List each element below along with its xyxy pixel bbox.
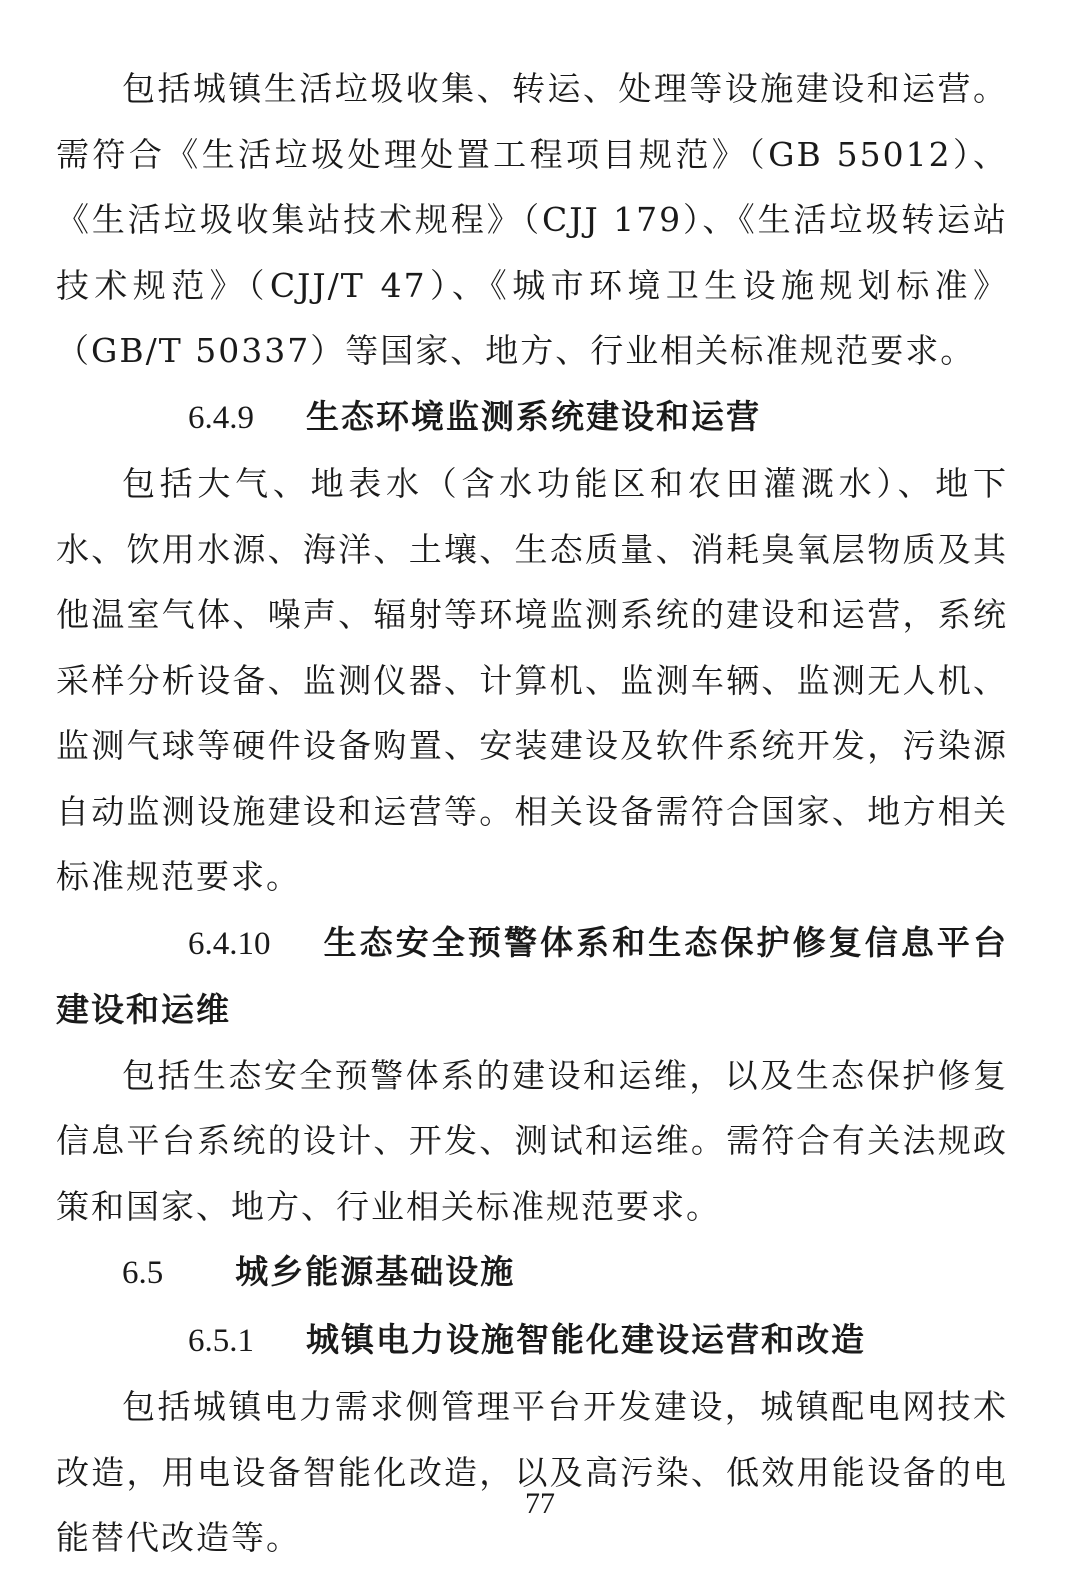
section-title: 生态安全预警体系和生态保护修复信息平台建设和运维	[56, 922, 1008, 1029]
section-heading-6-4-9	[56, 384, 1008, 452]
section-title: 城镇电力设施智能化建设运营和改造	[306, 1319, 866, 1359]
section-heading-6-5	[56, 1239, 1008, 1307]
paragraph-environment-monitoring: 包括大气、地表水（含水功能区和农田灌溉水）、地下水、饮用水源、海洋、土壤、生态质量、消耗臭氧层物质及其他温室气体、噪声、辐射等环境监测系统的建设和运营，系统采样分析设备、监测仪器、计算机、监测车辆、监测无人机、监测气球等硬件设备购置、安装建设及软件系统开发，污染源自动监测设施建设和运营等。相关设备需符合国家、地方相关标准规范要求。	[56, 464, 1008, 896]
document-page	[56, 56, 1008, 1571]
page-number: 77	[525, 1487, 555, 1520]
section-heading-6-5-1	[56, 1307, 1008, 1375]
paragraph-municipal-waste: 包括城镇生活垃圾收集、转运、处理等设施建设和运营。需符合《生活垃圾处理处置工程项目规范》（GB 55012）、《生活垃圾收集站技术规程》（CJJ 179）、《生活垃圾转运站技术规范》（CJJ/T 47）、《城市环境卫生设施规划标准》（GB/T 50337）等国家、地方、行业相关标准规范要求。	[56, 69, 1008, 370]
section-number: 6.5	[122, 1255, 164, 1291]
section-title: 生态环境监测系统建设和运营	[306, 396, 761, 436]
section-number: 6.4.10	[188, 925, 271, 962]
section-title: 城乡能源基础设施	[235, 1252, 516, 1291]
section-heading-6-4-10	[56, 910, 1008, 1043]
paragraph-power-facilities: 包括城镇电力需求侧管理平台开发建设，城镇配电网技术改造，用电设备智能化改造，以及高污染、低效用能设备的电能替代改造等。	[56, 1387, 1008, 1557]
paragraph-ecological-warning: 包括生态安全预警体系的建设和运维，以及生态保护修复信息平台系统的设计、开发、测试和运维。需符合有关法规政策和国家、地方、行业相关标准规范要求。	[56, 1055, 1008, 1226]
section-number: 6.4.9	[188, 399, 254, 436]
section-number: 6.5.1	[188, 1322, 254, 1359]
